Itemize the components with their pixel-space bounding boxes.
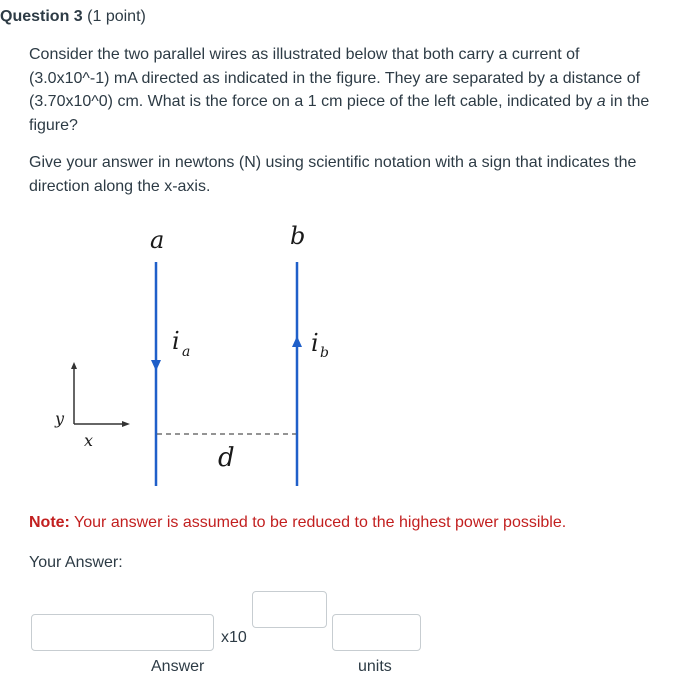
axis-y-label: y — [55, 409, 65, 428]
question-text — [29, 43, 659, 137]
question-instruction: Give your answer in newtons (N) using scientific notation with a sign that indicates the direction along the x-axis. — [29, 154, 637, 195]
note-text: Your answer is assumed to be reduced to the highest power possible. — [69, 514, 567, 531]
note — [29, 514, 566, 532]
distance-label: d — [218, 443, 235, 473]
question-text-italic: a — [596, 93, 606, 110]
wire-b-label: b — [290, 222, 306, 250]
your-answer-label: Your Answer: — [29, 554, 123, 571]
current-b-label: i — [311, 329, 319, 357]
y-axis-arrow-icon — [71, 362, 77, 369]
current-a-subscript: a — [182, 344, 191, 360]
wire-a-label: a — [150, 226, 165, 254]
x-axis-arrow-icon — [122, 421, 130, 427]
units-input[interactable] — [332, 614, 421, 651]
current-a-label: i — [172, 327, 180, 355]
multiplier-label: x10 — [221, 629, 247, 646]
answer-input[interactable] — [31, 614, 214, 651]
axis-x-label: x — [84, 431, 94, 450]
current-b-arrow-icon — [292, 336, 302, 347]
units-field-label: units — [358, 658, 392, 675]
question-text-part2: in the figure? — [29, 93, 650, 134]
question-points: (1 point) — [87, 8, 146, 25]
note-label: Note: — [29, 514, 70, 531]
current-a-arrow-icon — [151, 360, 161, 371]
question-text-part1: Consider the two parallel wires as illustrated below that both carry a current of (3.0x10^-1) mA directed as indicated in the figure. They are separated by a distance of (3.70x10^0) cm. What is the force on a 1 cm piece of the left cable, indicated by — [29, 46, 641, 110]
question-header — [0, 8, 146, 26]
current-b-subscript: b — [320, 345, 329, 361]
answer-field-label: Answer — [151, 658, 205, 675]
exponent-input[interactable] — [252, 591, 327, 628]
question-title: Question 3 — [0, 8, 83, 25]
